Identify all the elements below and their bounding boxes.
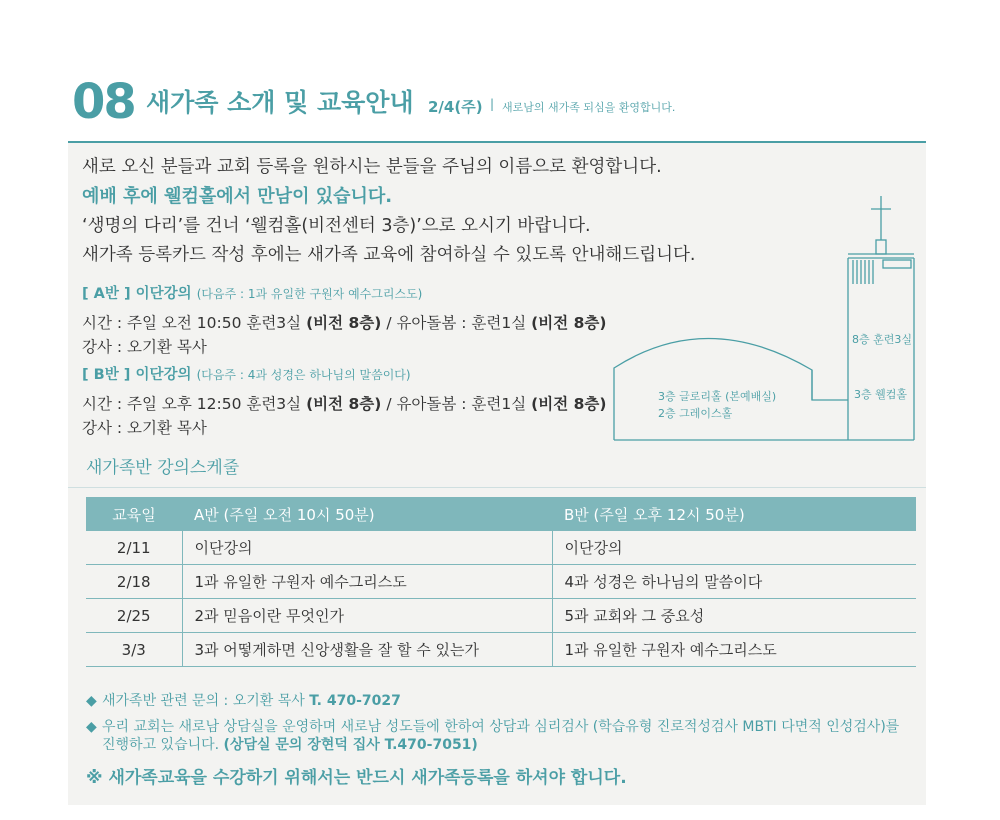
note-counseling: ◆ 우리 교회는 새로남 상담실을 운영하며 새로남 성도들에 한하여 상담과 심리검사 (학습유형 진로적성검사 MBTI 다면적 인성검사)를 진행하고 있습니다. (상담실 문의 장현덕 집사 T.470-7051) [86,719,900,754]
bullet-diamond-icon: ◆ [86,693,97,709]
class-b-next: (다음주 : 4과 성경은 하나님의 말씀이다) [196,368,411,382]
intro-line-1: 새로 오신 분들과 교회 등록을 원하시는 분들을 주님의 이름으로 환영합니다. [82,157,662,177]
row-class-a: 2과 믿음이란 무엇인가 [182,599,552,633]
row-class-a: 1과 유일한 구원자 예수그리스도 [182,565,552,599]
table-header-row [86,497,916,531]
label-3f-glory: 3층 글로리홀 (본예배실) [658,390,777,403]
header-separator: | [490,97,495,111]
bullet-diamond-icon: ◆ [86,719,97,735]
label-2f-grace: 2층 그레이스홀 [658,407,733,420]
building-outline [614,196,914,440]
schedule-title: 새가족반 강의스케줄 [86,458,240,478]
row-date: 3/3 [86,633,182,667]
section-header [72,72,927,140]
registration-notice: ※ 새가족교육을 수강하기 위해서는 반드시 새가족등록을 하셔야 합니다. [86,768,627,788]
note-contact: ◆ 새가족반 관련 문의 : 오기환 목사 T. 470-7027 [86,693,401,709]
intro-line-4: 새가족 등록카드 작성 후에는 새가족 교육에 참여하실 수 있도록 안내해드립니다. [82,245,696,265]
table-row [86,531,916,565]
class-b-time: 시간 : 주일 오후 12:50 훈련3실 (비전 8층) / 유아돌봄 : 훈련1실 (비전 8층) [82,395,607,413]
row-class-b: 4과 성경은 하나님의 말씀이다 [552,565,916,599]
contact-phone: T. 470-7027 [309,693,401,709]
intro-highlight: 예배 후에 웰컴홀에서 만남이 있습니다. [82,186,393,207]
row-date: 2/11 [86,531,182,565]
header-date: 교육일 [86,497,182,531]
row-class-b: 이단강의 [552,531,916,565]
row-class-a: 3과 어떻게하면 신앙생활을 잘 할 수 있는가 [182,633,552,667]
row-date: 2/18 [86,565,182,599]
class-a-teacher: 강사 : 오기환 목사 [82,338,207,356]
header-class-a: A반 (주일 오전 10시 50분) [182,497,552,531]
class-b-name: [ B반 ] 이단강의 [82,367,192,383]
section-title: 새가족 소개 및 교육안내 [146,88,414,117]
label-3f-welcome: 3층 웰컴홀 [854,388,907,401]
schedule-rule [68,487,926,488]
class-b-teacher: 강사 : 오기환 목사 [82,419,207,437]
class-a-name: [ A반 ] 이단강의 [82,286,192,302]
class-a-next: (다음주 : 1과 유일한 구원자 예수그리스도) [196,287,423,301]
church-building-illustration [612,188,922,444]
colonnade [853,260,911,284]
table-row [86,599,916,633]
table-row [86,633,916,667]
class-a-title [82,287,422,302]
header-class-b: B반 (주일 오후 12시 50분) [552,497,916,531]
section-date: 2/4(주) [428,98,483,116]
row-class-a: 이단강의 [182,531,552,565]
section-subtitle: 새로남의 새가족 되심을 환영합니다. [502,101,676,114]
counseling-contact: (상담실 문의 장현덕 집사 T.470-7051) [223,737,478,754]
schedule-table [86,497,916,667]
label-8f: 8층 훈련3실 [852,333,912,346]
class-b-title [82,368,411,383]
intro-line-3: ‘생명의 다리’를 건너 ‘웰컴홀(비전센터 3층)’으로 오시기 바랍니다. [82,216,591,236]
row-class-b: 1과 유일한 구원자 예수그리스도 [552,633,916,667]
row-class-b: 5과 교회와 그 중요성 [552,599,916,633]
row-date: 2/25 [86,599,182,633]
table-row [86,565,916,599]
section-number: 08 [72,74,135,130]
class-a-time: 시간 : 주일 오전 10:50 훈련3실 (비전 8층) / 유아돌봄 : 훈련1실 (비전 8층) [82,314,607,332]
